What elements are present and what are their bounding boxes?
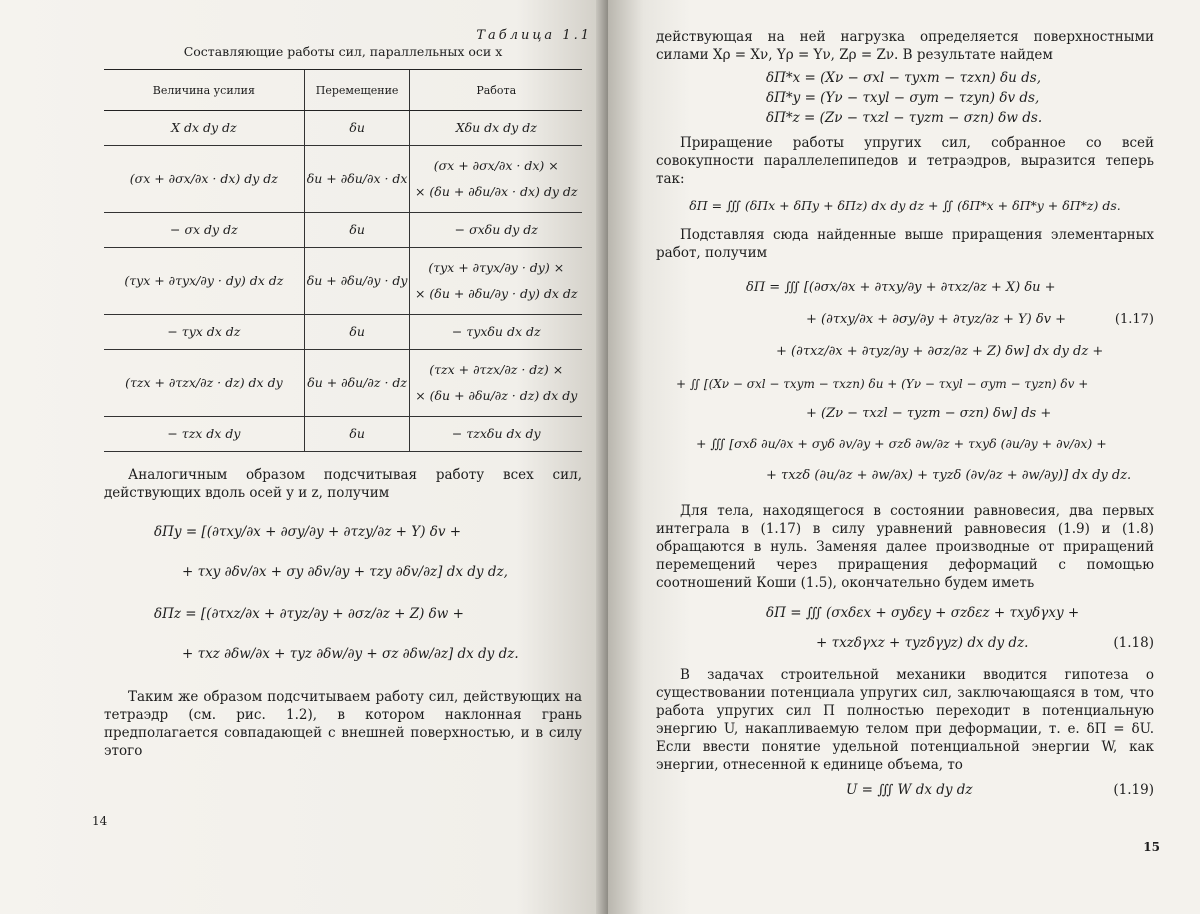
displacement-cell: δu: [304, 417, 410, 452]
surface-work-equations: δΠ*x = (Xν − σxl − τyxm − τzxn) δu ds, δΠ*y = (Yν − τxyl − σym − τzyn) δv ds, δΠ*z = (Zν − τxzl − τyzm − σzn) δw ds.: [766, 70, 1043, 126]
table-row: [104, 146, 582, 213]
table-caption: Таблица 1.1: [476, 28, 592, 43]
paragraph: Подставляя сюда найденные выше приращения элементарных работ, получим: [656, 227, 1154, 261]
force-cell: X dx dy dz: [104, 111, 304, 146]
work-cell: − τyxδu dx dz: [410, 315, 582, 350]
right-page: [608, 0, 1200, 914]
work-cell: − σxδu dy dz: [410, 213, 582, 248]
work-cell: − τzxδu dx dy: [410, 417, 582, 452]
force-cell: − τzx dx dy: [104, 417, 304, 452]
displacement-cell: δu + ∂δu/∂z · dz: [304, 350, 410, 417]
forces-table: [104, 69, 582, 452]
force-cell: (τzx + ∂τzx/∂z · dz) dx dy: [104, 350, 304, 417]
table-row: [104, 315, 582, 350]
displacement-cell: δu: [304, 111, 410, 146]
paragraph: В задачах строительной механики вводится гипотеза о существовании потенциала упругих сил, заключающаяся в том, что работа упругих сил Π полностью переходит в потенциальную энергию U, накапливаемую телом при деформации, т. е. δΠ = δU. Если ввести понятие удельной потенциальной энергии W, как энергии, отнесенной к единице объема, то: [656, 667, 1154, 773]
force-cell: − τyx dx dz: [104, 315, 304, 350]
work-cell: (τyx + ∂τyx/∂y · dy) × × (δu + ∂δu/∂y · dy) dx dz: [410, 248, 582, 315]
work-cell: (τzx + ∂τzx/∂z · dz) × × (δu + ∂δu/∂z · dz) dx dy: [410, 350, 582, 417]
force-cell: (τyx + ∂τyx/∂y · dy) dx dz: [104, 248, 304, 315]
page-number: 14: [92, 814, 108, 828]
displacement-cell: δu: [304, 315, 410, 350]
force-cell: (σx + ∂σx/∂x · dx) dy dz: [104, 146, 304, 213]
table-title: Составляющие работы сил, параллельных оси x: [183, 44, 503, 59]
equation-number: (1.17): [1114, 312, 1154, 327]
table-row: [104, 111, 582, 146]
force-cell: − σx dy dz: [104, 213, 304, 248]
equation-1-17: δΠ = ∭ [(∂σx/∂x + ∂τxy/∂y + ∂τxz/∂z + X) δu + + (∂τxy/∂x + ∂σy/∂y + ∂τyz/∂z + Y) δv + (1.17) + (∂τxz/∂x + ∂τyz/∂y + ∂σz/∂z + Z) δw] dx dy dz + + ∬ [(Xν − σxl − τxym − τxzn) δu + (Yν − τxyl − σym − τyzn) δv + + (Zν − τxzl − τyzm − σzn) δw] ds + + ∭ [σxδ ∂u/∂x + σyδ ∂v/∂y + σzδ ∂w/∂z + τxyδ (∂u/∂y + ∂v/∂x) + + τxzδ (∂u/∂z + ∂w/∂x) + τyzδ (∂v/∂z + ∂w/∂y)] dx dy dz.: [676, 280, 1154, 483]
paragraph: Аналогичным образом подсчитывая работу всех сил, действующих вдоль осей y и z, получим: [104, 467, 582, 501]
paragraph: Таким же образом подсчитываем работу сил, действующих на тетраэдр (см. рис. 1.2), в котором наклонная грань предполагается совпадающей с внешней поверхностью, и в силу этого: [104, 689, 582, 759]
equation-number: (1.18): [1113, 635, 1154, 651]
table-row: [104, 350, 582, 417]
equation-delta-pi-z: δΠz = [(∂τxz/∂x + ∂τyz/∂y + ∂σz/∂z + Z) δw + + τxz ∂δw/∂x + τyz ∂δw/∂y + σz ∂δw/∂z] dx dy dz.: [154, 606, 519, 662]
column-header-displacement: Перемещение: [304, 70, 410, 111]
table-row: [104, 248, 582, 315]
equation-1-19: U = ∭ W dx dy dz (1.19): [846, 782, 1154, 798]
equation-number: (1.19): [1113, 782, 1154, 798]
total-work-equation: δΠ = ∭ (δΠx + δΠy + δΠz) dx dy dz + ∬ (δΠ*x + δΠ*y + δΠ*z) ds.: [689, 198, 1121, 213]
column-header-work: Работа: [410, 70, 582, 111]
paragraph: действующая на ней нагрузка определяется поверхностными силами Xρ = Xν, Yρ = Yν, Zρ = Zν. В результате найдем: [656, 29, 1154, 63]
equation-1-18: δΠ = ∭ (σxδεx + σyδεy + σzδεz + τxyδγxy + + τxzδγxz + τyzδγyz) dx dy dz. (1.18): [656, 598, 1154, 658]
work-cell: (σx + ∂σx/∂x · dx) × × (δu + ∂δu/∂x · dx) dy dz: [410, 146, 582, 213]
column-header-force: Величина усилия: [104, 70, 304, 111]
displacement-cell: δu + ∂δu/∂y · dy: [304, 248, 410, 315]
table-header-row: [104, 70, 582, 111]
displacement-cell: δu + ∂δu/∂x · dx: [304, 146, 410, 213]
paragraph: Для тела, находящегося в состоянии равновесия, два первых интеграла в (1.17) в силу уравнений равновесия (1.9) и (1.8) обращаются в нуль. Заменяя далее производные от приращений перемещений через приращения деформаций с помощью соотношений Коши (1.5), окончательно будем иметь: [656, 503, 1154, 591]
displacement-cell: δu: [304, 213, 410, 248]
work-cell: Xδu dx dy dz: [410, 111, 582, 146]
paragraph: Приращение работы упругих сил, собранное со всей совокупности параллелепипедов и тетраэдров, выразится теперь так:: [656, 135, 1154, 187]
table-row: [104, 213, 582, 248]
table-row: [104, 417, 582, 452]
equation-delta-pi-y: δΠy = [(∂τxy/∂x + ∂σy/∂y + ∂τzy/∂z + Y) δv + + τxy ∂δv/∂x + σy ∂δv/∂y + τzy ∂δv/∂z] dx dy dz,: [154, 524, 508, 580]
page-number: 15: [1143, 840, 1160, 854]
